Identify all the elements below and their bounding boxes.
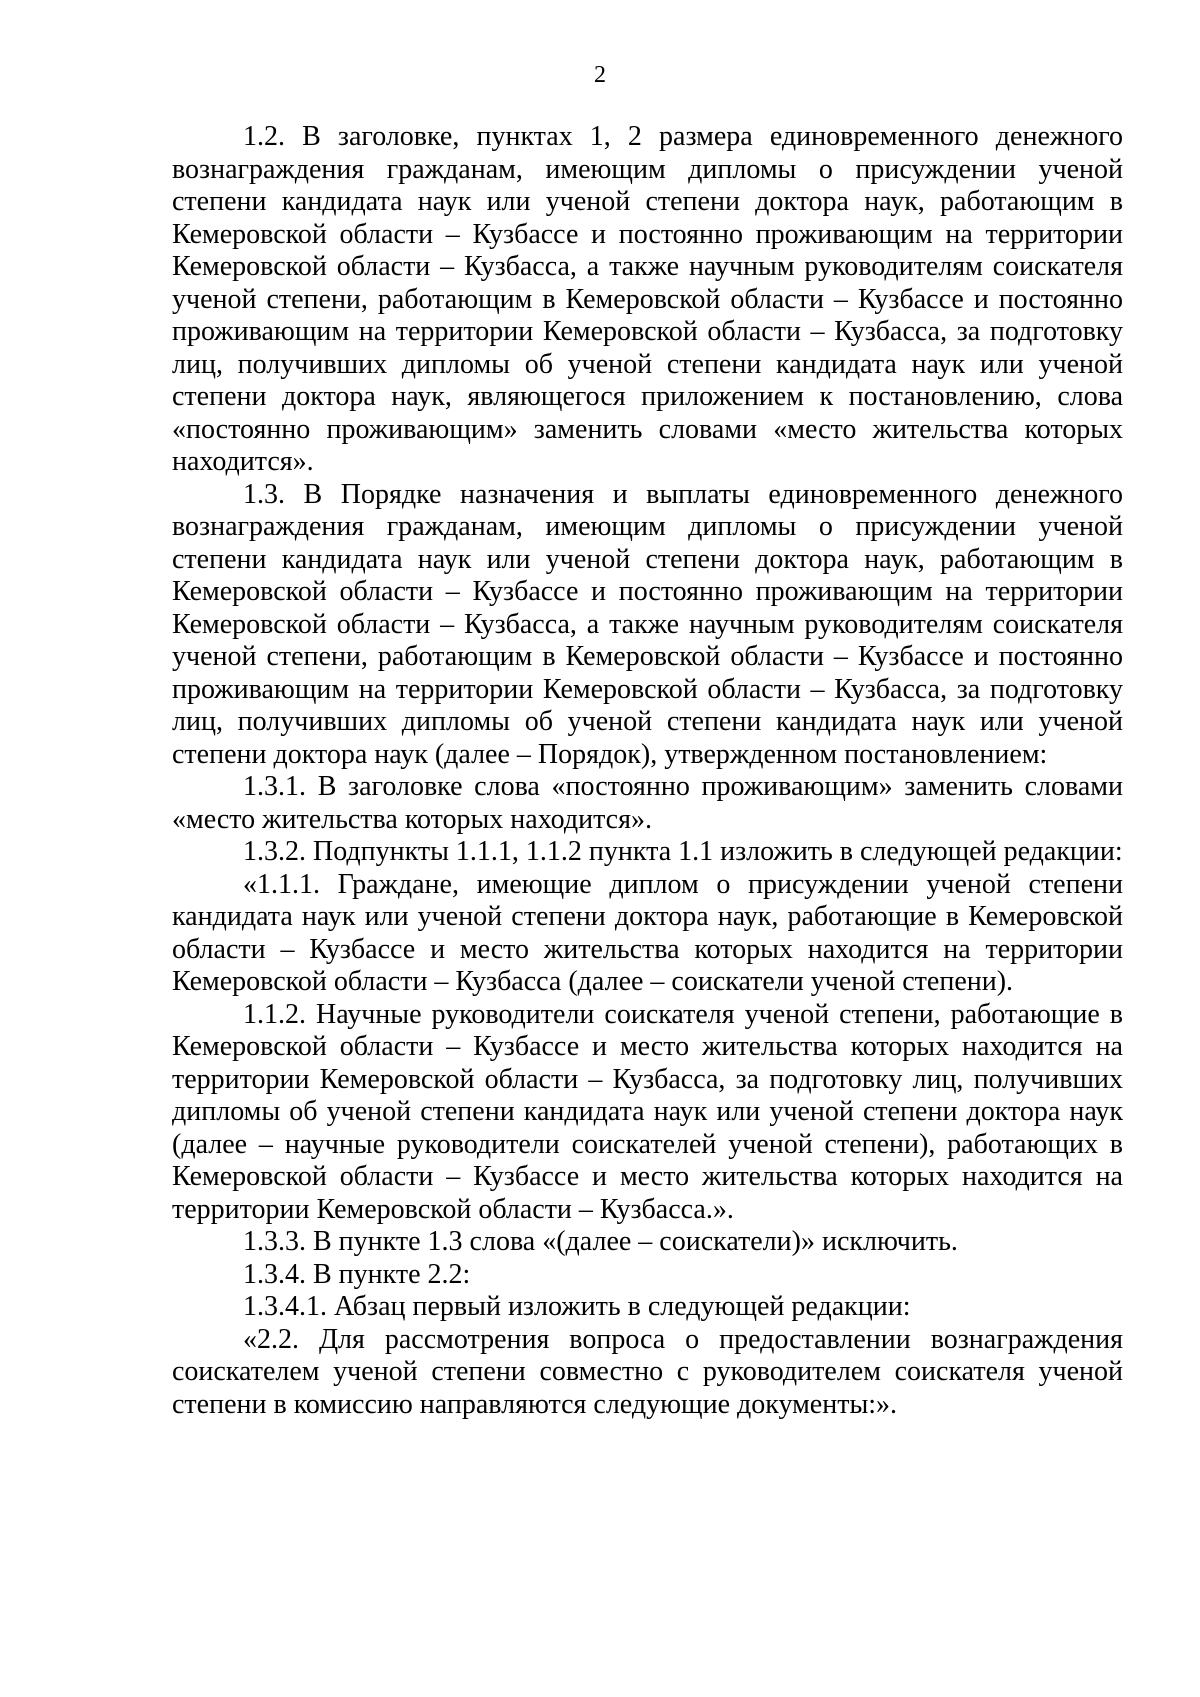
paragraph-1-3-4-1: 1.3.4.1. Абзац первый изложить в следующей редакции: [243,1291,911,1322]
paragraph-1-1-2: 1.1.2. Научные руководители соискателя ученой степени, работающие в Кемеровской области – Кузбассе и место жительства которых находится на территории Кемеровской области – Кузбасса, за подготовку лиц, получивших дипломы об ученой степени кандидата наук или ученой степени доктора наук (далее – научные руководители соискателей ученой степени), работающих в Кемеровской области – Кузбассе и место жительства которых находится на территории Кемеровской области – Кузбасса.». [172,998,1123,1225]
paragraph-1-3-3: 1.3.3. В пункте 1.3 слова «(далее – соискатели)» исключить. [243,1226,958,1257]
document-body [172,121,1123,1421]
page-number: 2 [594,62,606,88]
paragraph-1-2: 1.2. В заголовке, пунктах 1, 2 размера единовременного денежного вознаграждения гражданам, имеющим дипломы о присуждении ученой степени кандидата наук или ученой степени доктора наук, работающим в Кемеровской области – Кузбассе и постоянно проживающим на территории Кемеровской области – Кузбасса, а также научным руководителям соискателя ученой степени, работающим в Кемеровской области – Кузбассе и постоянно проживающим на территории Кемеровской области – Кузбасса, за подготовку лиц, получивших дипломы об ученой степени кандидата наук или ученой степени доктора наук, являющегося приложением к постановлению, слова «постоянно проживающим» заменить словами «место жительства которых находится». [172,121,1123,477]
paragraph-2-2: «2.2. Для рассмотрения вопроса о предоставлении вознаграждения соискателем ученой степени совместно с руководителем соискателя ученой степени в комиссию направляются следующие документы:». [172,1323,1123,1420]
paragraph-1-3-2: 1.3.2. Подпункты 1.1.1, 1.1.2 пункта 1.1 изложить в следующей редакции: [243,836,1123,867]
paragraph-1-3-4: 1.3.4. В пункте 2.2: [243,1258,471,1290]
paragraph-1-3-1: 1.3.1. В заголовке слова «постоянно проживающим» заменить словами «место жительства которых находится». [172,771,1123,835]
paragraph-1-3: 1.3. В Порядке назначения и выплаты единовременного денежного вознаграждения гражданам, имеющим дипломы о присуждении ученой степени кандидата наук или ученой степени доктора наук, работающим в Кемеровской области – Кузбассе и постоянно проживающим на территории Кемеровской области – Кузбасса, а также научным руководителям соискателя ученой степени, работающим в Кемеровской области – Кузбассе и постоянно проживающим на территории Кемеровской области – Кузбасса, за подготовку лиц, получивших дипломы об ученой степени кандидата наук или ученой степени доктора наук (далее – Порядок), утвержденном постановлением: [172,478,1123,770]
paragraph-1-1-1: «1.1.1. Граждане, имеющие диплом о присуждении ученой степени кандидата наук или ученой степени доктора наук, работающие в Кемеровской области – Кузбассе и место жительства которых находится на территории Кемеровской области – Кузбасса (далее – соискатели ученой степени). [172,868,1123,997]
